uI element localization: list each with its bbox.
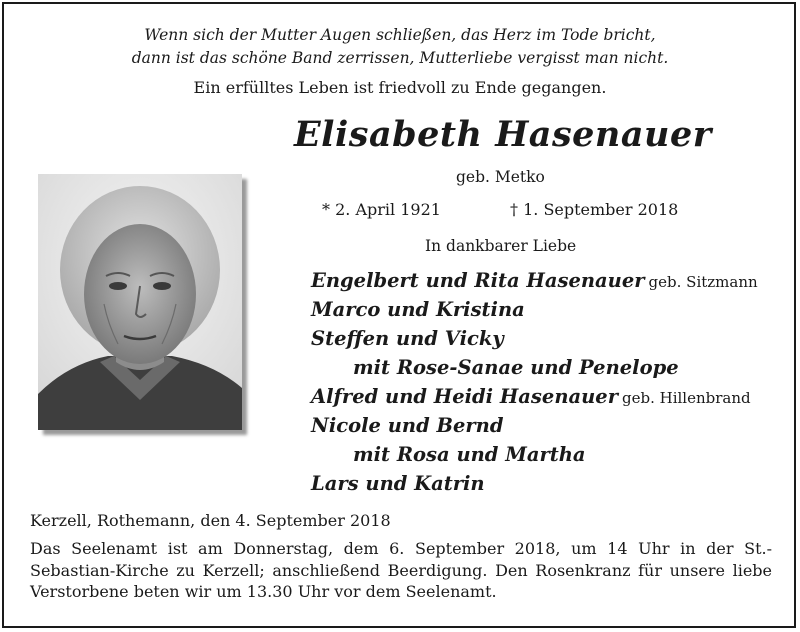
deceased-name: Elisabeth Hasenauer: [294, 114, 712, 155]
portrait-photo: [38, 174, 242, 430]
family-member-note: geb. Sitzmann: [648, 273, 758, 291]
maiden-name: geb. Metko: [456, 168, 545, 186]
family-member-note: geb. Hillenbrand: [622, 389, 751, 407]
family-line: [311, 469, 791, 498]
family-member-name: Alfred und Heidi Hasenauer: [311, 385, 618, 408]
birth-date: * 2. April 1921: [322, 200, 441, 219]
family-member-name: Engelbert und Rita Hasenauer: [311, 269, 645, 292]
family-line: [311, 295, 791, 324]
family-member-name: Marco und Kristina: [311, 298, 525, 321]
family-member-name: Steffen und Vicky: [311, 327, 504, 350]
family-member-name: mit Rosa und Martha: [353, 443, 586, 466]
family-member-name: mit Rose-Sanae und Penelope: [353, 356, 679, 379]
family-member-name: Lars und Katrin: [311, 472, 485, 495]
family-line: [311, 440, 791, 469]
family-line: [311, 382, 791, 411]
family-line: [311, 324, 791, 353]
memorial-poem: [0, 24, 800, 70]
poem-line: Wenn sich der Mutter Augen schließen, das Herz im Tode bricht,: [144, 26, 656, 44]
portrait-image: [38, 174, 242, 430]
family-list: [311, 266, 791, 498]
death-date: † 1. September 2018: [510, 200, 679, 219]
family-line: [311, 266, 791, 295]
gratitude-line: In dankbarer Liebe: [425, 237, 577, 255]
family-line: [311, 353, 791, 382]
funeral-notice: Das Seelenamt ist am Donnerstag, dem 6. September 2018, um 14 Uhr in der St.-Sebastian-Kirche zu Kerzell; anschließend Beerdigung. Den Rosenkranz für unsere liebe Verstorbene beten wir um 13.30 Uhr vor dem Seelenamt.: [30, 539, 772, 601]
family-line: [311, 411, 791, 440]
family-member-name: Nicole und Bernd: [311, 414, 504, 437]
subtitle: Ein erfülltes Leben ist friedvoll zu Ende gegangen.: [193, 78, 607, 97]
poem-line: dann ist das schöne Band zerrissen, Mutterliebe vergisst man nicht.: [131, 49, 669, 67]
place-and-date: Kerzell, Rothemann, den 4. September 2018: [30, 511, 391, 530]
